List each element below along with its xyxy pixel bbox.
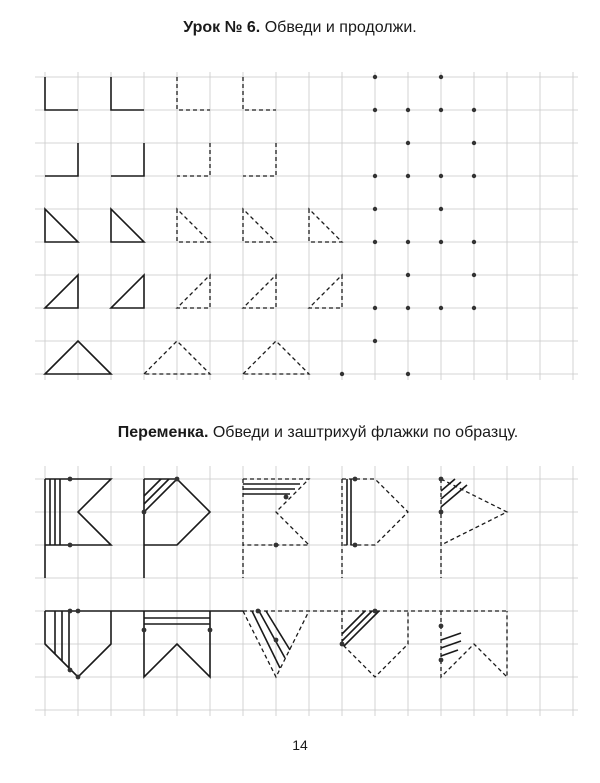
- break-label: Переменка.: [117, 424, 209, 441]
- bottom-grid: [35, 466, 578, 716]
- break-task: Обведи и заштрихуй флажки по образцу.: [212, 424, 519, 441]
- lesson-task: Обведи и продолжи.: [264, 19, 417, 36]
- page-number: 14: [292, 737, 308, 753]
- pattern-row-3: [45, 207, 476, 244]
- pattern-row-5: [45, 339, 410, 376]
- pattern-row-2: [45, 141, 476, 178]
- top-grid: [35, 72, 578, 380]
- pattern-row-1: [45, 75, 476, 112]
- lesson-label: Урок № 6.: [183, 19, 261, 36]
- pattern-row-4: [45, 273, 476, 310]
